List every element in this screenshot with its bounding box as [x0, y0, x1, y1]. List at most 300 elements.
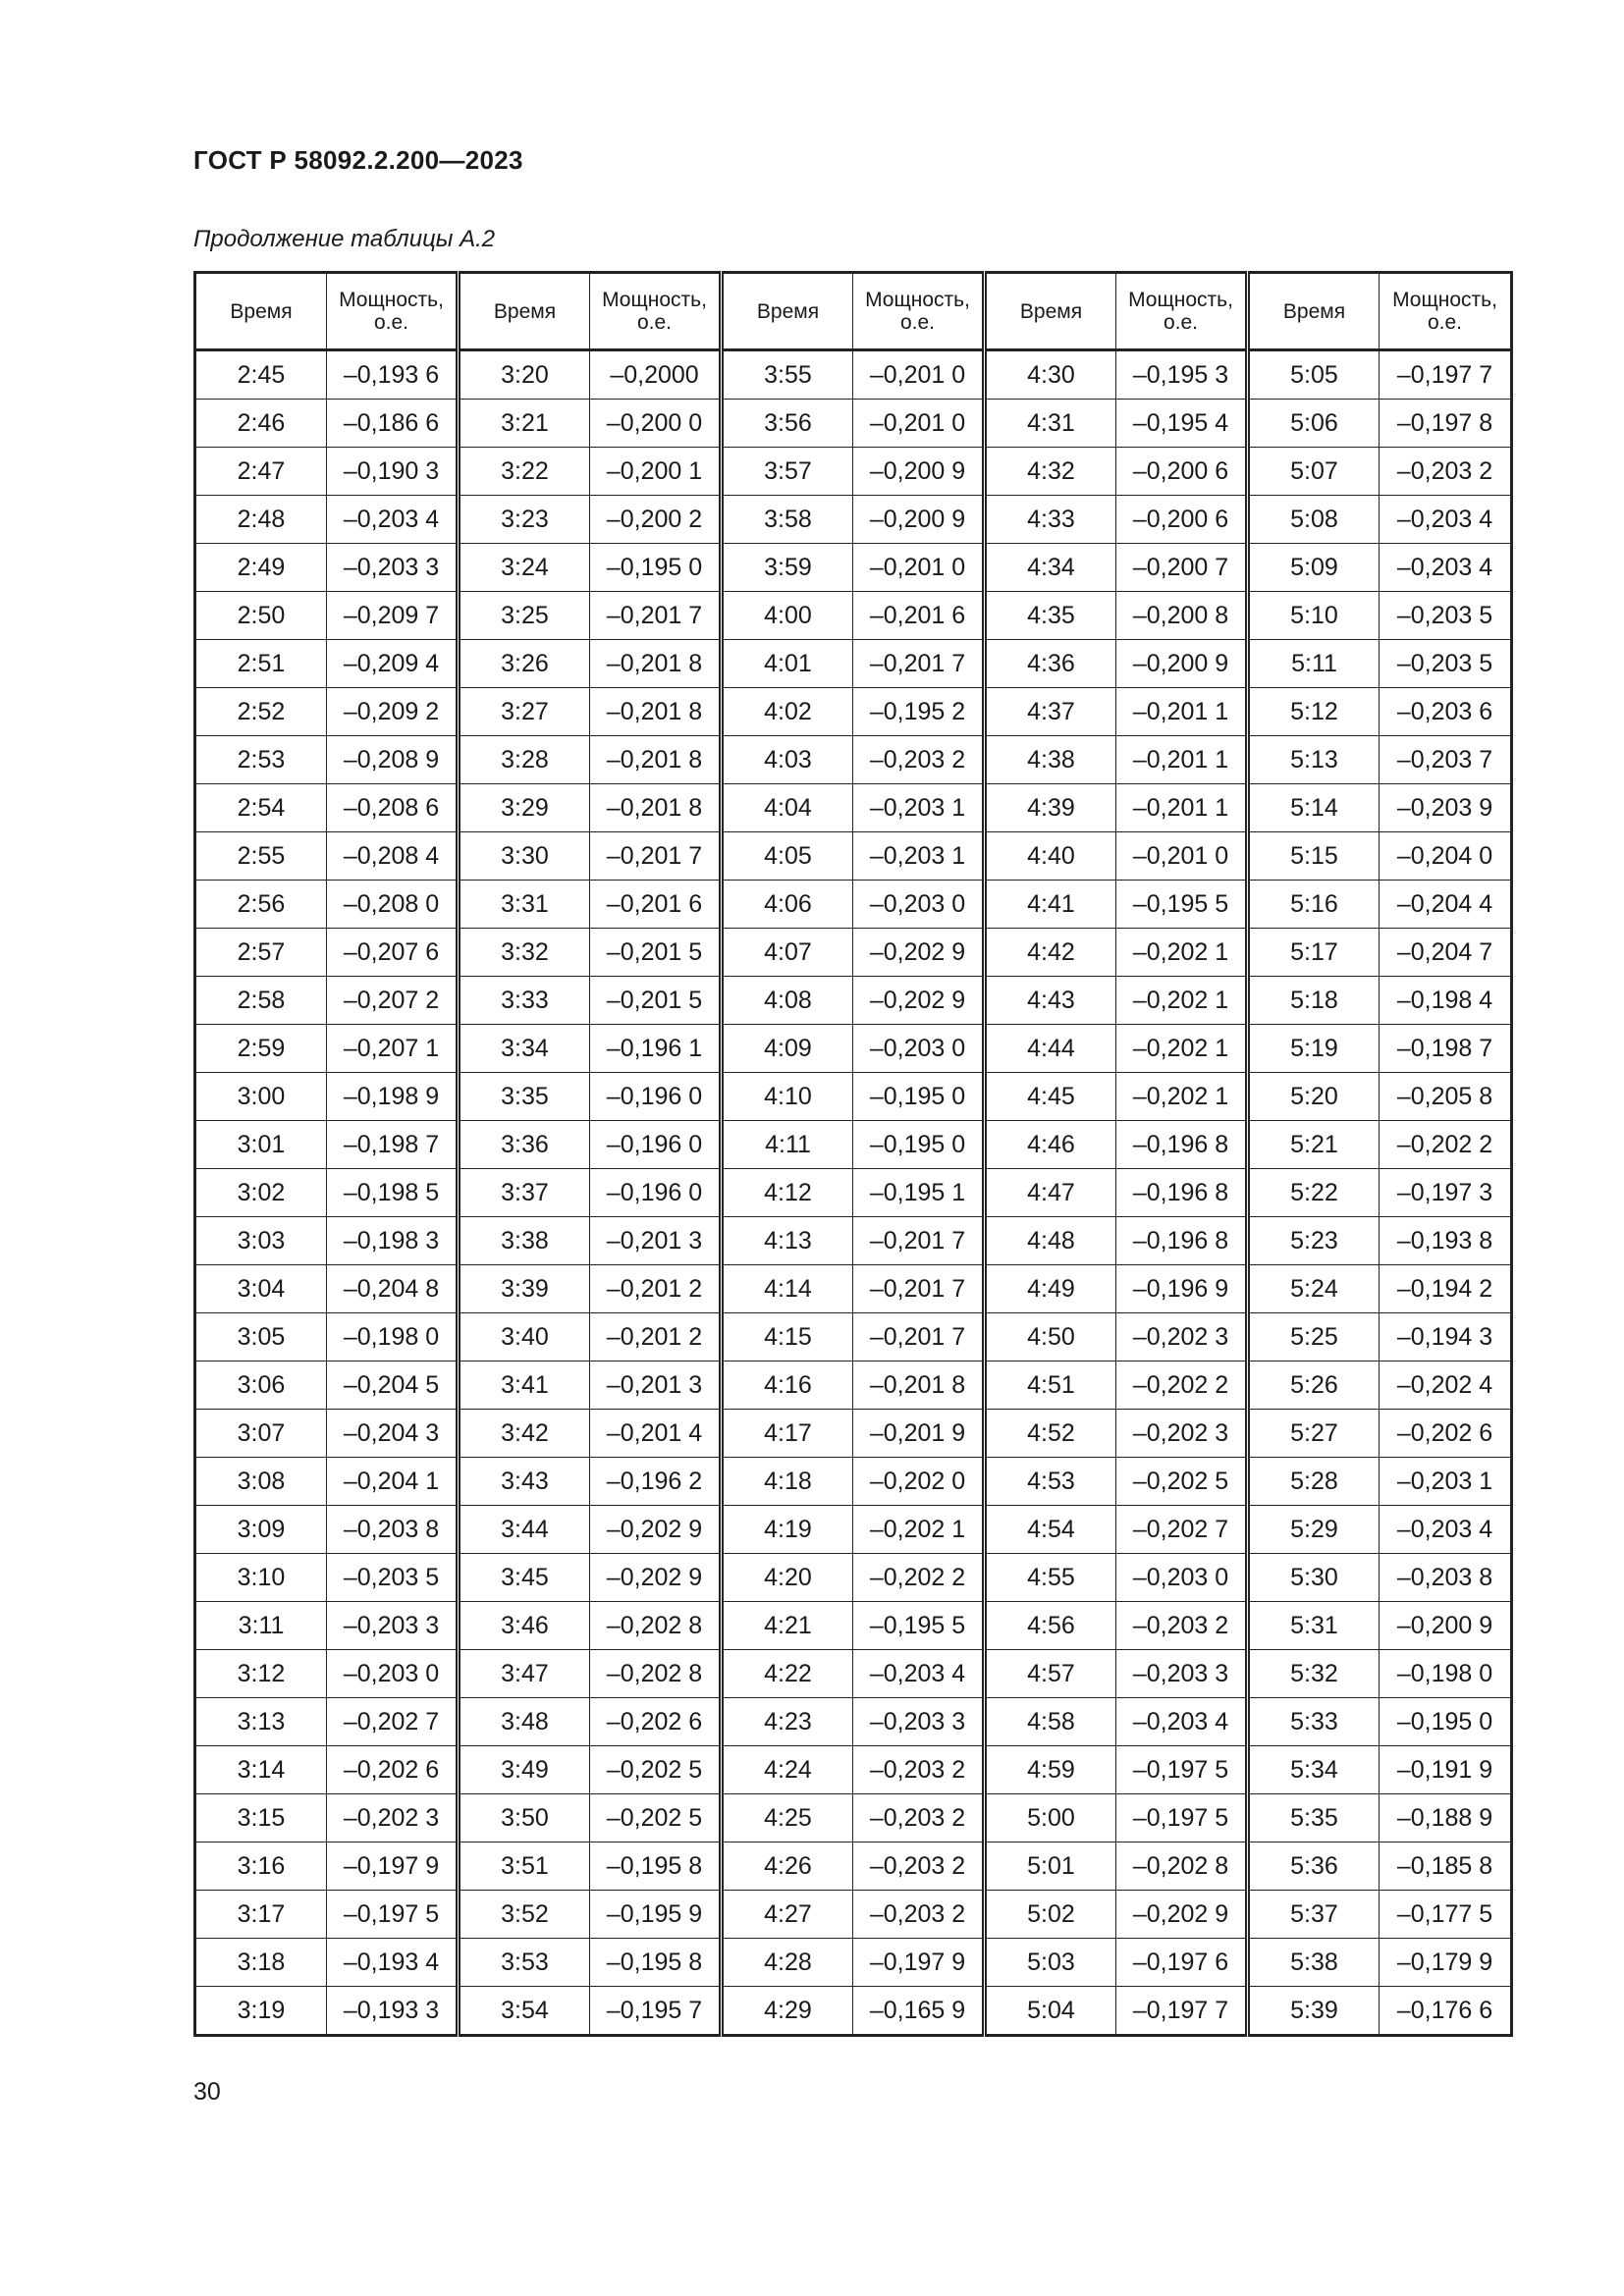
time-cell: 2:47 — [195, 448, 327, 496]
time-cell: 3:28 — [459, 736, 590, 784]
table-row — [195, 1217, 1512, 1265]
power-cell: –0,202 4 — [1380, 1362, 1512, 1410]
power-cell: –0,165 9 — [853, 1987, 985, 2036]
power-cell: –0,202 2 — [853, 1554, 985, 1602]
time-cell: 5:23 — [1248, 1217, 1380, 1265]
power-cell: –0,200 9 — [853, 496, 985, 544]
table-row — [195, 400, 1512, 448]
table-header-row — [195, 273, 1512, 350]
column-header-time: Время — [459, 273, 590, 350]
power-cell: –0,186 6 — [327, 400, 459, 448]
power-cell: –0,196 1 — [590, 1025, 722, 1073]
time-cell: 4:30 — [985, 350, 1116, 400]
time-cell: 5:09 — [1248, 544, 1380, 592]
power-cell: –0,198 9 — [327, 1073, 459, 1121]
time-cell: 4:46 — [985, 1121, 1116, 1169]
time-cell: 3:20 — [459, 350, 590, 400]
time-cell: 3:56 — [722, 400, 853, 448]
power-cell: –0,203 2 — [853, 1891, 985, 1939]
time-cell: 3:19 — [195, 1987, 327, 2036]
power-cell: –0,204 7 — [1380, 929, 1512, 977]
time-cell: 5:35 — [1248, 1794, 1380, 1842]
power-cell: –0,203 3 — [853, 1698, 985, 1746]
power-cell: –0,203 1 — [853, 832, 985, 881]
time-cell: 3:17 — [195, 1891, 327, 1939]
time-cell: 5:25 — [1248, 1313, 1380, 1362]
column-header-power: Мощность, о.е. — [327, 273, 459, 350]
time-cell: 4:09 — [722, 1025, 853, 1073]
power-cell: –0,201 1 — [1116, 784, 1248, 832]
power-cell: –0,196 0 — [590, 1121, 722, 1169]
time-cell: 5:12 — [1248, 688, 1380, 736]
power-cell: –0,204 5 — [327, 1362, 459, 1410]
table-row — [195, 592, 1512, 640]
power-cell: –0,203 3 — [1116, 1650, 1248, 1698]
time-cell: 3:33 — [459, 977, 590, 1025]
power-cell: –0,177 5 — [1380, 1891, 1512, 1939]
time-cell: 5:34 — [1248, 1746, 1380, 1794]
time-cell: 5:16 — [1248, 881, 1380, 929]
table-row — [195, 1169, 1512, 1217]
power-cell: –0,200 7 — [1116, 544, 1248, 592]
column-header-power: Мощность, о.е. — [1116, 273, 1248, 350]
table-row — [195, 784, 1512, 832]
power-cell: –0,203 0 — [327, 1650, 459, 1698]
time-cell: 5:29 — [1248, 1506, 1380, 1554]
time-cell: 4:31 — [985, 400, 1116, 448]
power-cell: –0,203 0 — [1116, 1554, 1248, 1602]
power-cell: –0,197 6 — [1116, 1939, 1248, 1987]
power-cell: –0,205 8 — [1380, 1073, 1512, 1121]
power-cell: –0,196 0 — [590, 1073, 722, 1121]
power-cell: –0,195 8 — [590, 1939, 722, 1987]
power-cell: –0,203 9 — [1380, 784, 1512, 832]
power-cell: –0,203 5 — [1380, 592, 1512, 640]
power-cell: –0,203 0 — [853, 1025, 985, 1073]
time-cell: 4:24 — [722, 1746, 853, 1794]
table-row — [195, 688, 1512, 736]
power-cell: –0,203 0 — [853, 881, 985, 929]
time-cell: 5:02 — [985, 1891, 1116, 1939]
time-cell: 5:01 — [985, 1842, 1116, 1891]
time-cell: 3:11 — [195, 1602, 327, 1650]
time-cell: 3:26 — [459, 640, 590, 688]
power-cell: –0,191 9 — [1380, 1746, 1512, 1794]
time-cell: 5:07 — [1248, 448, 1380, 496]
power-cell: –0,203 4 — [1116, 1698, 1248, 1746]
power-cell: –0,201 0 — [853, 544, 985, 592]
power-cell: –0,201 1 — [1116, 688, 1248, 736]
power-cell: –0,201 7 — [853, 1313, 985, 1362]
table-row — [195, 977, 1512, 1025]
table-row — [195, 929, 1512, 977]
power-cell: –0,202 2 — [1116, 1362, 1248, 1410]
time-cell: 5:32 — [1248, 1650, 1380, 1698]
time-cell: 4:00 — [722, 592, 853, 640]
power-cell: –0,203 3 — [327, 544, 459, 592]
time-cell: 4:05 — [722, 832, 853, 881]
power-cell: –0,200 2 — [590, 496, 722, 544]
power-cell: –0,202 7 — [327, 1698, 459, 1746]
time-cell: 5:19 — [1248, 1025, 1380, 1073]
power-cell: –0,196 0 — [590, 1169, 722, 1217]
power-cell: –0,201 6 — [853, 592, 985, 640]
time-cell: 5:20 — [1248, 1073, 1380, 1121]
time-cell: 5:21 — [1248, 1121, 1380, 1169]
time-cell: 5:27 — [1248, 1410, 1380, 1458]
power-cell: –0,195 3 — [1116, 350, 1248, 400]
time-cell: 4:18 — [722, 1458, 853, 1506]
power-cell: –0,208 6 — [327, 784, 459, 832]
time-cell: 4:42 — [985, 929, 1116, 977]
time-cell: 3:44 — [459, 1506, 590, 1554]
power-cell: –0,190 3 — [327, 448, 459, 496]
power-cell: –0,201 7 — [853, 640, 985, 688]
table-row — [195, 1554, 1512, 1602]
power-cell: –0,195 7 — [590, 1987, 722, 2036]
table-row — [195, 1842, 1512, 1891]
power-cell: –0,195 1 — [853, 1169, 985, 1217]
time-cell: 5:17 — [1248, 929, 1380, 977]
power-cell: –0,204 0 — [1380, 832, 1512, 881]
power-cell: –0,201 3 — [590, 1217, 722, 1265]
time-cell: 3:54 — [459, 1987, 590, 2036]
power-cell: –0,202 5 — [1116, 1458, 1248, 1506]
time-cell: 5:24 — [1248, 1265, 1380, 1313]
time-cell: 2:54 — [195, 784, 327, 832]
power-cell: –0,203 2 — [1116, 1602, 1248, 1650]
time-cell: 3:41 — [459, 1362, 590, 1410]
time-cell: 4:06 — [722, 881, 853, 929]
power-cell: –0,202 1 — [1116, 1025, 1248, 1073]
power-cell: –0,202 8 — [1116, 1842, 1248, 1891]
time-cell: 4:12 — [722, 1169, 853, 1217]
time-cell: 2:51 — [195, 640, 327, 688]
power-cell: –0,201 8 — [590, 640, 722, 688]
power-cell: –0,195 8 — [590, 1842, 722, 1891]
time-cell: 2:55 — [195, 832, 327, 881]
time-cell: 3:53 — [459, 1939, 590, 1987]
table-caption: Продолжение таблицы А.2 — [193, 226, 496, 252]
power-cell: –0,193 8 — [1380, 1217, 1512, 1265]
power-cell: –0,209 4 — [327, 640, 459, 688]
table-body — [195, 350, 1512, 2036]
power-cell: –0,196 9 — [1116, 1265, 1248, 1313]
time-cell: 4:27 — [722, 1891, 853, 1939]
time-cell: 3:07 — [195, 1410, 327, 1458]
power-cell: –0,176 6 — [1380, 1987, 1512, 2036]
time-cell: 3:30 — [459, 832, 590, 881]
power-cell: –0,195 5 — [853, 1602, 985, 1650]
time-cell: 4:07 — [722, 929, 853, 977]
time-cell: 2:58 — [195, 977, 327, 1025]
power-cell: –0,200 1 — [590, 448, 722, 496]
time-cell: 3:13 — [195, 1698, 327, 1746]
power-cell: –0,200 9 — [1116, 640, 1248, 688]
time-cell: 4:59 — [985, 1746, 1116, 1794]
power-cell: –0,197 8 — [1380, 400, 1512, 448]
time-cell: 2:45 — [195, 350, 327, 400]
time-cell: 5:22 — [1248, 1169, 1380, 1217]
power-cell: –0,203 4 — [853, 1650, 985, 1698]
time-cell: 3:15 — [195, 1794, 327, 1842]
time-cell: 4:58 — [985, 1698, 1116, 1746]
power-cell: –0,202 0 — [853, 1458, 985, 1506]
time-cell: 4:32 — [985, 448, 1116, 496]
time-cell: 4:41 — [985, 881, 1116, 929]
time-cell: 4:19 — [722, 1506, 853, 1554]
power-cell: –0,204 4 — [1380, 881, 1512, 929]
column-header-time: Время — [195, 273, 327, 350]
power-cell: –0,198 4 — [1380, 977, 1512, 1025]
time-cell: 4:52 — [985, 1410, 1116, 1458]
time-cell: 4:43 — [985, 977, 1116, 1025]
time-cell: 4:21 — [722, 1602, 853, 1650]
power-cell: –0,207 2 — [327, 977, 459, 1025]
time-cell: 3:45 — [459, 1554, 590, 1602]
time-cell: 4:55 — [985, 1554, 1116, 1602]
power-cell: –0,196 8 — [1116, 1217, 1248, 1265]
power-cell: –0,201 3 — [590, 1362, 722, 1410]
power-cell: –0,202 3 — [1116, 1313, 1248, 1362]
power-cell: –0,195 0 — [1380, 1698, 1512, 1746]
column-header-power: Мощность, о.е. — [853, 273, 985, 350]
column-header-power: Мощность, о.е. — [1380, 273, 1512, 350]
time-cell: 4:28 — [722, 1939, 853, 1987]
power-cell: –0,202 8 — [590, 1650, 722, 1698]
power-cell: –0,196 8 — [1116, 1121, 1248, 1169]
time-cell: 4:35 — [985, 592, 1116, 640]
table-row — [195, 640, 1512, 688]
column-header-time: Время — [985, 273, 1116, 350]
time-cell: 5:05 — [1248, 350, 1380, 400]
power-cell: –0,197 7 — [1116, 1987, 1248, 2036]
time-cell: 4:34 — [985, 544, 1116, 592]
time-cell: 5:08 — [1248, 496, 1380, 544]
time-cell: 3:22 — [459, 448, 590, 496]
power-cell: –0,201 8 — [590, 784, 722, 832]
table-row — [195, 1794, 1512, 1842]
power-cell: –0,201 7 — [853, 1265, 985, 1313]
time-cell: 5:39 — [1248, 1987, 1380, 2036]
table-row — [195, 350, 1512, 400]
time-cell: 2:46 — [195, 400, 327, 448]
time-cell: 3:04 — [195, 1265, 327, 1313]
power-cell: –0,198 5 — [327, 1169, 459, 1217]
table-row — [195, 1265, 1512, 1313]
power-cell: –0,201 7 — [853, 1217, 985, 1265]
time-cell: 4:51 — [985, 1362, 1116, 1410]
time-cell: 2:57 — [195, 929, 327, 977]
time-cell: 3:31 — [459, 881, 590, 929]
power-cell: –0,202 6 — [327, 1746, 459, 1794]
table-row — [195, 496, 1512, 544]
power-cell: –0,202 6 — [590, 1698, 722, 1746]
time-cell: 3:02 — [195, 1169, 327, 1217]
power-cell: –0,208 9 — [327, 736, 459, 784]
time-cell: 3:09 — [195, 1506, 327, 1554]
power-cell: –0,207 1 — [327, 1025, 459, 1073]
power-cell: –0,200 6 — [1116, 448, 1248, 496]
time-cell: 5:36 — [1248, 1842, 1380, 1891]
power-cell: –0,203 5 — [1380, 640, 1512, 688]
time-cell: 3:57 — [722, 448, 853, 496]
power-cell: –0,202 9 — [590, 1554, 722, 1602]
power-cell: –0,204 1 — [327, 1458, 459, 1506]
time-cell: 4:14 — [722, 1265, 853, 1313]
power-cell: –0,203 2 — [853, 1842, 985, 1891]
time-cell: 3:52 — [459, 1891, 590, 1939]
time-cell: 4:29 — [722, 1987, 853, 2036]
time-cell: 3:34 — [459, 1025, 590, 1073]
power-cell: –0,201 7 — [590, 592, 722, 640]
time-cell: 4:20 — [722, 1554, 853, 1602]
power-cell: –0,202 9 — [853, 929, 985, 977]
power-data-table — [193, 271, 1513, 2037]
document-header: ГОСТ Р 58092.2.200—2023 — [193, 145, 523, 175]
power-cell: –0,203 4 — [1380, 1506, 1512, 1554]
time-cell: 4:54 — [985, 1506, 1116, 1554]
time-cell: 3:21 — [459, 400, 590, 448]
time-cell: 4:37 — [985, 688, 1116, 736]
time-cell: 4:47 — [985, 1169, 1116, 1217]
table-row — [195, 1121, 1512, 1169]
table-row — [195, 1602, 1512, 1650]
time-cell: 3:27 — [459, 688, 590, 736]
power-cell: –0,209 2 — [327, 688, 459, 736]
time-cell: 2:59 — [195, 1025, 327, 1073]
table-row — [195, 1362, 1512, 1410]
power-cell: –0,195 0 — [853, 1073, 985, 1121]
power-cell: –0,202 5 — [590, 1746, 722, 1794]
power-cell: –0,202 1 — [1116, 977, 1248, 1025]
time-cell: 3:00 — [195, 1073, 327, 1121]
time-cell: 3:12 — [195, 1650, 327, 1698]
time-cell: 4:10 — [722, 1073, 853, 1121]
power-cell: –0,196 2 — [590, 1458, 722, 1506]
power-cell: –0,208 4 — [327, 832, 459, 881]
column-header-time: Время — [1248, 273, 1380, 350]
time-cell: 4:04 — [722, 784, 853, 832]
power-cell: –0,200 9 — [1380, 1602, 1512, 1650]
time-cell: 4:36 — [985, 640, 1116, 688]
time-cell: 2:56 — [195, 881, 327, 929]
time-cell: 4:56 — [985, 1602, 1116, 1650]
time-cell: 3:43 — [459, 1458, 590, 1506]
time-cell: 3:48 — [459, 1698, 590, 1746]
time-cell: 5:33 — [1248, 1698, 1380, 1746]
power-cell: –0,195 0 — [590, 544, 722, 592]
time-cell: 4:13 — [722, 1217, 853, 1265]
power-cell: –0,200 6 — [1116, 496, 1248, 544]
power-cell: –0,203 2 — [853, 736, 985, 784]
power-cell: –0,203 8 — [327, 1506, 459, 1554]
time-cell: 2:50 — [195, 592, 327, 640]
power-cell: –0,203 2 — [1380, 448, 1512, 496]
time-cell: 3:40 — [459, 1313, 590, 1362]
power-cell: –0,201 2 — [590, 1313, 722, 1362]
time-cell: 3:38 — [459, 1217, 590, 1265]
power-cell: –0,202 1 — [1116, 929, 1248, 977]
table-row — [195, 1891, 1512, 1939]
table-row — [195, 832, 1512, 881]
power-cell: –0,203 4 — [1380, 544, 1512, 592]
table-row — [195, 1458, 1512, 1506]
power-cell: –0,207 6 — [327, 929, 459, 977]
power-cell: –0,195 5 — [1116, 881, 1248, 929]
power-cell: –0,202 3 — [327, 1794, 459, 1842]
power-cell: –0,197 5 — [327, 1891, 459, 1939]
time-cell: 4:08 — [722, 977, 853, 1025]
power-cell: –0,200 0 — [590, 400, 722, 448]
power-cell: –0,194 2 — [1380, 1265, 1512, 1313]
power-cell: –0,202 6 — [1380, 1410, 1512, 1458]
power-cell: –0,201 9 — [853, 1410, 985, 1458]
power-cell: –0,194 3 — [1380, 1313, 1512, 1362]
time-cell: 5:06 — [1248, 400, 1380, 448]
time-cell: 4:53 — [985, 1458, 1116, 1506]
power-cell: –0,202 5 — [590, 1794, 722, 1842]
power-cell: –0,201 8 — [590, 688, 722, 736]
power-cell: –0,203 4 — [327, 496, 459, 544]
time-cell: 3:01 — [195, 1121, 327, 1169]
power-cell: –0,202 7 — [1116, 1506, 1248, 1554]
power-cell: –0,193 4 — [327, 1939, 459, 1987]
time-cell: 3:36 — [459, 1121, 590, 1169]
time-cell: 5:00 — [985, 1794, 1116, 1842]
table-row — [195, 1650, 1512, 1698]
time-cell: 4:01 — [722, 640, 853, 688]
power-cell: –0,202 1 — [1116, 1073, 1248, 1121]
time-cell: 4:49 — [985, 1265, 1116, 1313]
power-cell: –0,201 6 — [590, 881, 722, 929]
time-cell: 3:58 — [722, 496, 853, 544]
power-cell: –0,203 4 — [1380, 496, 1512, 544]
time-cell: 3:49 — [459, 1746, 590, 1794]
power-cell: –0,197 9 — [327, 1842, 459, 1891]
power-cell: –0,185 8 — [1380, 1842, 1512, 1891]
time-cell: 4:44 — [985, 1025, 1116, 1073]
table-row — [195, 881, 1512, 929]
table-row — [195, 1313, 1512, 1362]
time-cell: 4:23 — [722, 1698, 853, 1746]
power-cell: –0,201 2 — [590, 1265, 722, 1313]
power-cell: –0,203 5 — [327, 1554, 459, 1602]
power-cell: –0,197 7 — [1380, 350, 1512, 400]
time-cell: 4:22 — [722, 1650, 853, 1698]
power-cell: –0,193 6 — [327, 350, 459, 400]
time-cell: 3:42 — [459, 1410, 590, 1458]
time-cell: 4:15 — [722, 1313, 853, 1362]
time-cell: 2:49 — [195, 544, 327, 592]
power-cell: –0,201 8 — [590, 736, 722, 784]
power-cell: –0,201 5 — [590, 977, 722, 1025]
power-cell: –0,203 7 — [1380, 736, 1512, 784]
time-cell: 4:17 — [722, 1410, 853, 1458]
table-row — [195, 1073, 1512, 1121]
time-cell: 2:48 — [195, 496, 327, 544]
time-cell: 3:32 — [459, 929, 590, 977]
time-cell: 5:37 — [1248, 1891, 1380, 1939]
time-cell: 5:04 — [985, 1987, 1116, 2036]
power-cell: –0,203 1 — [853, 784, 985, 832]
time-cell: 5:10 — [1248, 592, 1380, 640]
time-cell: 4:45 — [985, 1073, 1116, 1121]
power-cell: –0,201 1 — [1116, 736, 1248, 784]
time-cell: 5:38 — [1248, 1939, 1380, 1987]
power-cell: –0,201 7 — [590, 832, 722, 881]
time-cell: 3:50 — [459, 1794, 590, 1842]
